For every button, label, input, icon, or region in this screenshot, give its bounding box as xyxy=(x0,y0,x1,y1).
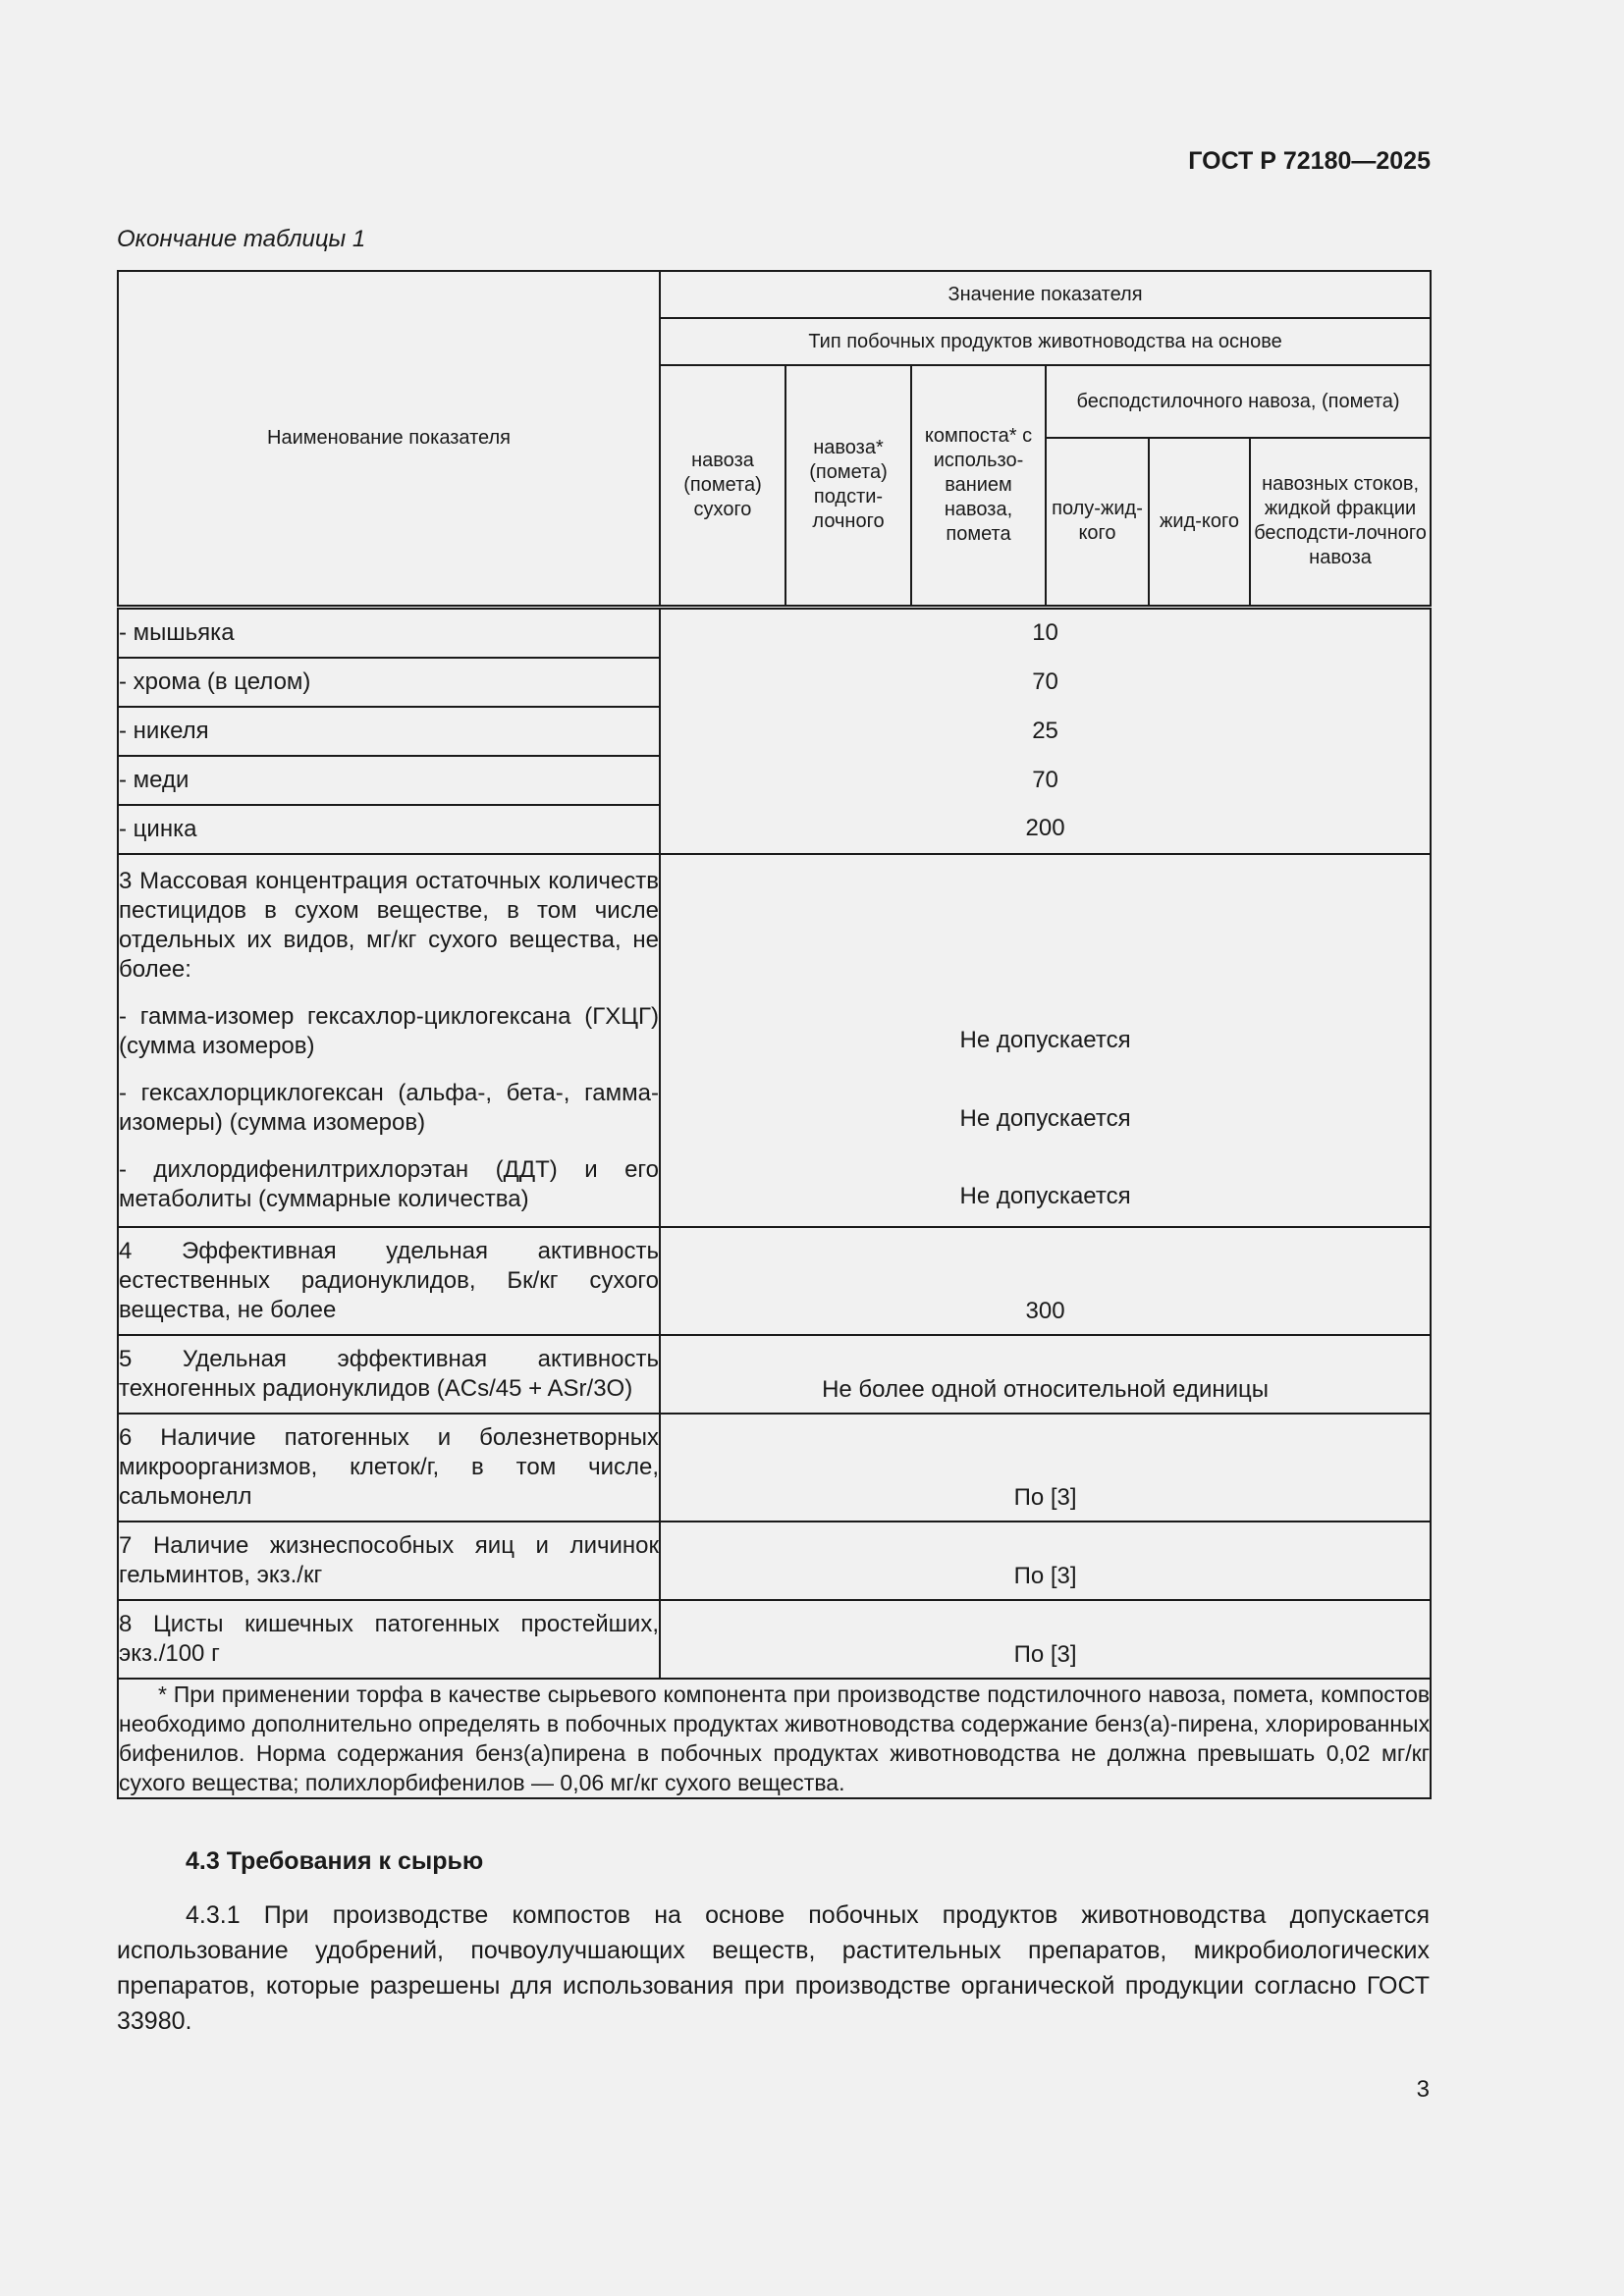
value-technogenic-radionuclides: Не более одной относительной единицы xyxy=(660,1335,1431,1414)
pesticide-item-hchg: - гексахлорциклогексан (альфа-, бета-, гамма-изомеры) (сумма изомеров) xyxy=(119,1079,659,1136)
header-col-semiliquid: полу-жид-кого xyxy=(1046,438,1149,607)
section-paragraph-text: 4.3.1 При производстве компостов на основе побочных продуктов животноводства допускается использование удобрений, почвоулучшающих веществ, растительных препаратов, микробиологических препаратов, которые разрешены для использования при производстве органической продукции согласно ГОСТ 33980. xyxy=(117,1901,1430,2035)
metal-name-arsenic: - мышьяка xyxy=(118,607,660,658)
pesticide-value-ddt: Не допускается xyxy=(959,1182,1131,1209)
table-caption: Окончание таблицы 1 xyxy=(117,226,366,252)
header-product-type: Тип побочных продуктов животноводства на основе xyxy=(660,318,1431,365)
metal-name-copper: - меди xyxy=(118,756,660,805)
indicators-table xyxy=(117,270,1432,1799)
pesticide-value-hchg-gamma: Не допускается xyxy=(959,1026,1131,1053)
document-code: ГОСТ Р 72180—2025 xyxy=(1188,147,1431,175)
metal-name-chromium: - хрома (в целом) xyxy=(118,658,660,707)
pesticides-values xyxy=(660,854,1431,1227)
row-technogenic-radionuclides: 5 Удельная эффективная активность техногенных радионуклидов (ACs/45 + ASr/3O) xyxy=(118,1335,660,1414)
value-helminths: По [3] xyxy=(660,1522,1431,1600)
pesticides-cell xyxy=(118,854,660,1227)
table-footnote-text: * При применении торфа в качестве сырьевого компонента при производстве подстилочного навоза, помета, компостов необходимо дополнительно определять в побочных продуктах животноводства содержание бенз(а)-пирена, хлорированных бифенилов. Норма содержания бенз(а)пирена в побочных продуктах животноводства не должна превышать 0,02 мг/кг сухого вещества; полихлорбифенилов — 0,06 мг/кг сухого вещества. xyxy=(119,1681,1431,1795)
pesticides-title: 3 Массовая концентрация остаточных количеств пестицидов в сухом веществе, в том числе отдельных их видов, мг/кг сухого вещества, не более: xyxy=(119,867,659,983)
pesticide-item-ddt: - дихлордифенилтрихлорэтан (ДДТ) и его метаболиты (суммарные количества) xyxy=(119,1155,659,1212)
header-col-effluent: навозных стоков, жидкой фракции бесподсти-лочного навоза xyxy=(1250,438,1431,607)
pesticide-item-hchg-gamma: - гамма-изомер гексахлор-циклогексана (ГХЦГ) (сумма изомеров) xyxy=(119,1002,659,1059)
header-col-bedding: навоза* (помета) подсти-лочного xyxy=(785,365,911,607)
table-footnote xyxy=(118,1679,1431,1798)
metal-value-nickel: 25 xyxy=(660,707,1431,756)
pesticide-value-hchg: Не допускается xyxy=(959,1104,1131,1132)
header-col-liquid: жид-кого xyxy=(1149,438,1250,607)
header-col-compost: компоста* с использо-ванием навоза, помета xyxy=(911,365,1046,607)
value-natural-radionuclides: 300 xyxy=(660,1227,1431,1335)
row-protozoa-cysts: 8 Цисты кишечных патогенных простейших, экз./100 г xyxy=(118,1600,660,1679)
section-title: 4.3 Требования к сырью xyxy=(186,1847,484,1875)
value-protozoa-cysts: По [3] xyxy=(660,1600,1431,1679)
value-pathogens: По [3] xyxy=(660,1414,1431,1522)
header-group-beddingless: бесподстилочного навоза, (помета) xyxy=(1046,365,1431,438)
header-indicator-name: Наименование показателя xyxy=(118,271,660,607)
metal-value-arsenic: 10 xyxy=(660,607,1431,658)
row-pathogens: 6 Наличие патогенных и болезнетворных микроорганизмов, клеток/г, в том числе, сальмонелл xyxy=(118,1414,660,1522)
section-paragraph xyxy=(117,1897,1430,2039)
header-col-dry: навоза (помета) сухого xyxy=(660,365,785,607)
metal-value-chromium: 70 xyxy=(660,658,1431,707)
metal-name-zinc: - цинка xyxy=(118,805,660,854)
row-natural-radionuclides: 4 Эффективная удельная активность естественных радионуклидов, Бк/кг сухого вещества, не более xyxy=(118,1227,660,1335)
metal-name-nickel: - никеля xyxy=(118,707,660,756)
header-value: Значение показателя xyxy=(660,271,1431,318)
metal-value-zinc: 200 xyxy=(660,805,1431,854)
metal-value-copper: 70 xyxy=(660,756,1431,805)
page-number: 3 xyxy=(1416,2076,1430,2103)
row-helminths: 7 Наличие жизнеспособных яиц и личинок гельминтов, экз./кг xyxy=(118,1522,660,1600)
